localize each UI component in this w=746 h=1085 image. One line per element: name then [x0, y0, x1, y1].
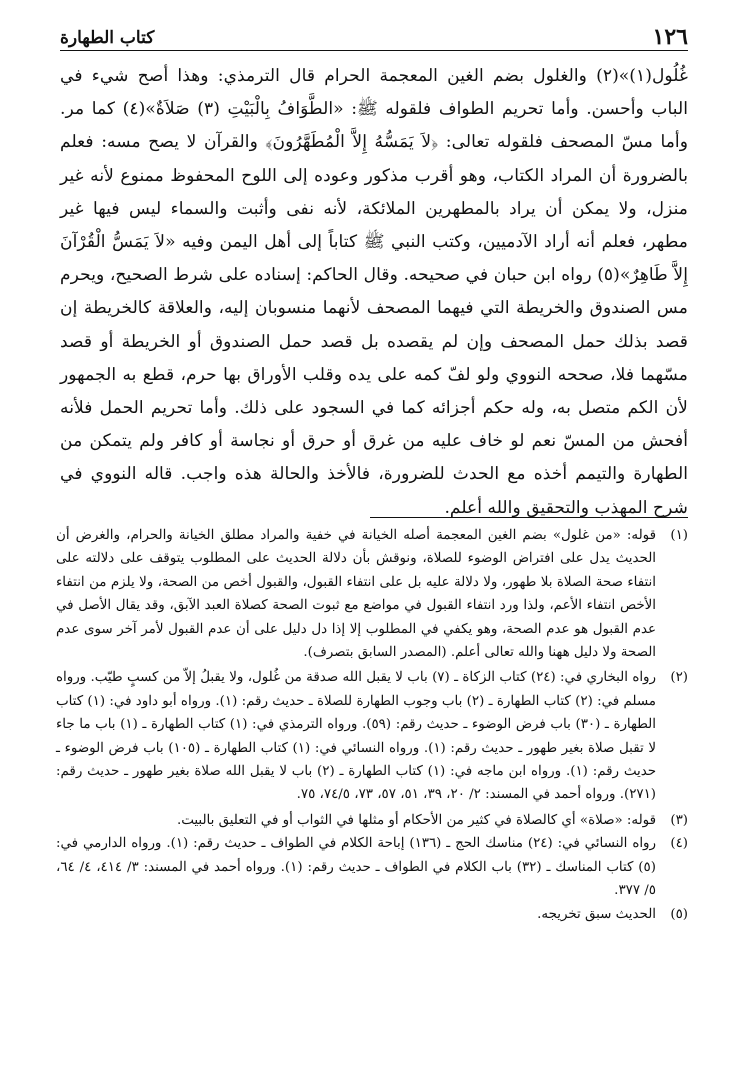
footnote-text: قوله: «صلاة» أي كالصلاة في كثير من الأحكام أو مثلها في الثواب أو في التعليق بالبيت.	[176, 812, 656, 828]
footnote-number: (٣)	[670, 812, 688, 828]
page-number: ١٢٦	[652, 24, 688, 50]
running-title: كتاب الطهارة	[60, 28, 155, 48]
footnote-separator	[370, 517, 688, 518]
footnote	[56, 832, 688, 902]
footnote	[56, 524, 688, 664]
footnote-text: رواه البخاري في: (٢٤) كتاب الزكاة ـ (٧) باب لا يقبل الله صدقة من غُلول، ولا يقبلُ إلاّ من كسبٍ طيّب. ورواه مسلم في: (٢) كتاب الطهارة ـ (٢) باب وجوب الطهارة للصلاة ـ حديث رقم: (١). ورواه أبو داود في: (١) كتاب الطهارة ـ (٣٠) باب فرض الوضوء ـ حديث رقم: (٥٩). ورواه الترمذي في: (١) كتاب الطهارة ـ (١) باب ما جاء لا تقبل صلاة بغير طهور ـ حديث رقم: (١). ورواه النسائي في: (١) كتاب الطهارة ـ (١٠٥) باب فرض الوضوء ـ حديث رقم: (١). ورواه ابن ماجه في: (١) كتاب الطهارة ـ (٢) باب لا يقبل الله صلاة بغير طهور ـ حديث رقم: (٢٧١). ورواه أحمد في المسند: ٢/ ٢٠، ٣٩، ٥١، ٥٧، ٧٣، ٧٤/٥، ٧٥.	[56, 670, 656, 803]
footnote	[56, 809, 688, 832]
main-paragraph: غُلُول(١)»(٢) والغلول بضم الغين المعجمة الحرام قال الترمذي: وهذا أصح شيء في الباب وأحسن. وأما تحريم الطواف فلقوله ﷺ: «الطَّوَافُ بِالْبَيْتِ (٣) صَلاَةٌ»(٤) كما مر. وأما مسّ المصحف فلقوله تعالى: ﴿لاَ يَمَسُّهُ إِلاَّ الْمُطَهَّرُونَ﴾ والقرآن لا يصح مسه: فعلم بالضرورة أن المراد الكتاب، وهو أقرب مذكور وعوده إلى اللوح المحفوظ ممنوع لأنه غير منزل، ولا يمكن أن يراد بالمطهرين الملائكة، لأنه نفى وأثبت والسماء ليس فيها غير مطهر، فعلم أنه أراد الآدميين، وكتب النبي ﷺ كتاباً إلى أهل اليمن وفيه «لاَ يَمَسُّ الْقُرْآنَ إِلاَّ طَاهِرٌ»(٥) رواه ابن حبان في صحيحه. وقال الحاكم: إسناده على شرط الصحيح، ويحرم مس الصندوق والخريطة التي فيهما المصحف لأنهما منسوبان إليه، والعلاقة كالخريطة إن قصد بذلك حمل المصحف وإن لم يقصده بل قصد حمل الصندوق أو الخريطة أو قصد مسّهما فلا، صححه النووي ولو لفّ كمه على يده وقلب الأوراق بها حرم، قطع به الجمهور لأن الكم متصل به، وله حكم أجزائه كما في السجود على ذلك. وأما تحريم الحمل فلأنه أفحش من المسّ نعم لو خاف عليه من غرق أو حرق أو نجاسة أو كافر ولم يتمكن من الطهارة والتيمم أخذه مع الحدث للضرورة، فالأخذ والحالة هذه واجب. قاله النووي في شرح المهذب والتحقيق والله أعلم.	[60, 66, 688, 518]
footnote-text: رواه النسائي في: (٢٤) مناسك الحج ـ (١٣٦) إباحة الكلام في الطواف ـ حديث رقم: (١). ورواه الدارمي في: (٥) كتاب المناسك ـ (٣٢) باب الكلام في الطواف ـ حديث رقم: (١). ورواه أحمد في المسند: ٣/ ٤١٤، ٤/ ٦٤، ٥/ ٣٧٧.	[56, 836, 656, 899]
footnote	[56, 666, 688, 806]
footnote-number: (٢)	[670, 670, 688, 686]
main-text	[60, 60, 688, 525]
footnote	[56, 903, 688, 926]
footnote-text: الحديث سبق تخريجه.	[537, 906, 656, 922]
footnotes	[56, 524, 688, 926]
footnote-text: قوله: «من غلول» بضم الغين المعجمة أصله الخيانة في خفية والمراد مطلق الخيانة والحرام، والغرض أن الحديث يدل على افتراض الوضوء للصلاة، ونوقش بأن دلالة الحديث على المطلوب يتوقف على دلالته على انتفاء صحة الصلاة بلا طهور، ولا دلالة عليه بل على انتفاء القبول، والقبول أخص من الصحة، ولا يلزم من انتفاء الأخص انتفاء الأعم، ولذا ورد انتفاء القبول في مواضع مع ثبوت الصحة كصلاة العبد الآبق، وقد يقال الأصل في عدم القبول هو عدم الصحة، وهو يكفي في المطلوب إلا إذا دل دليل على أن عدم القبول لأمر آخر سوى عدم الصحة ولا دليل ههنا والله تعالى أعلم. (المصدر السابق بتصرف).	[56, 528, 656, 661]
footnote-number: (١)	[670, 528, 688, 543]
page-header	[60, 22, 688, 51]
footnote-number: (٥)	[670, 906, 688, 922]
footnote-number: (٤)	[670, 836, 688, 852]
